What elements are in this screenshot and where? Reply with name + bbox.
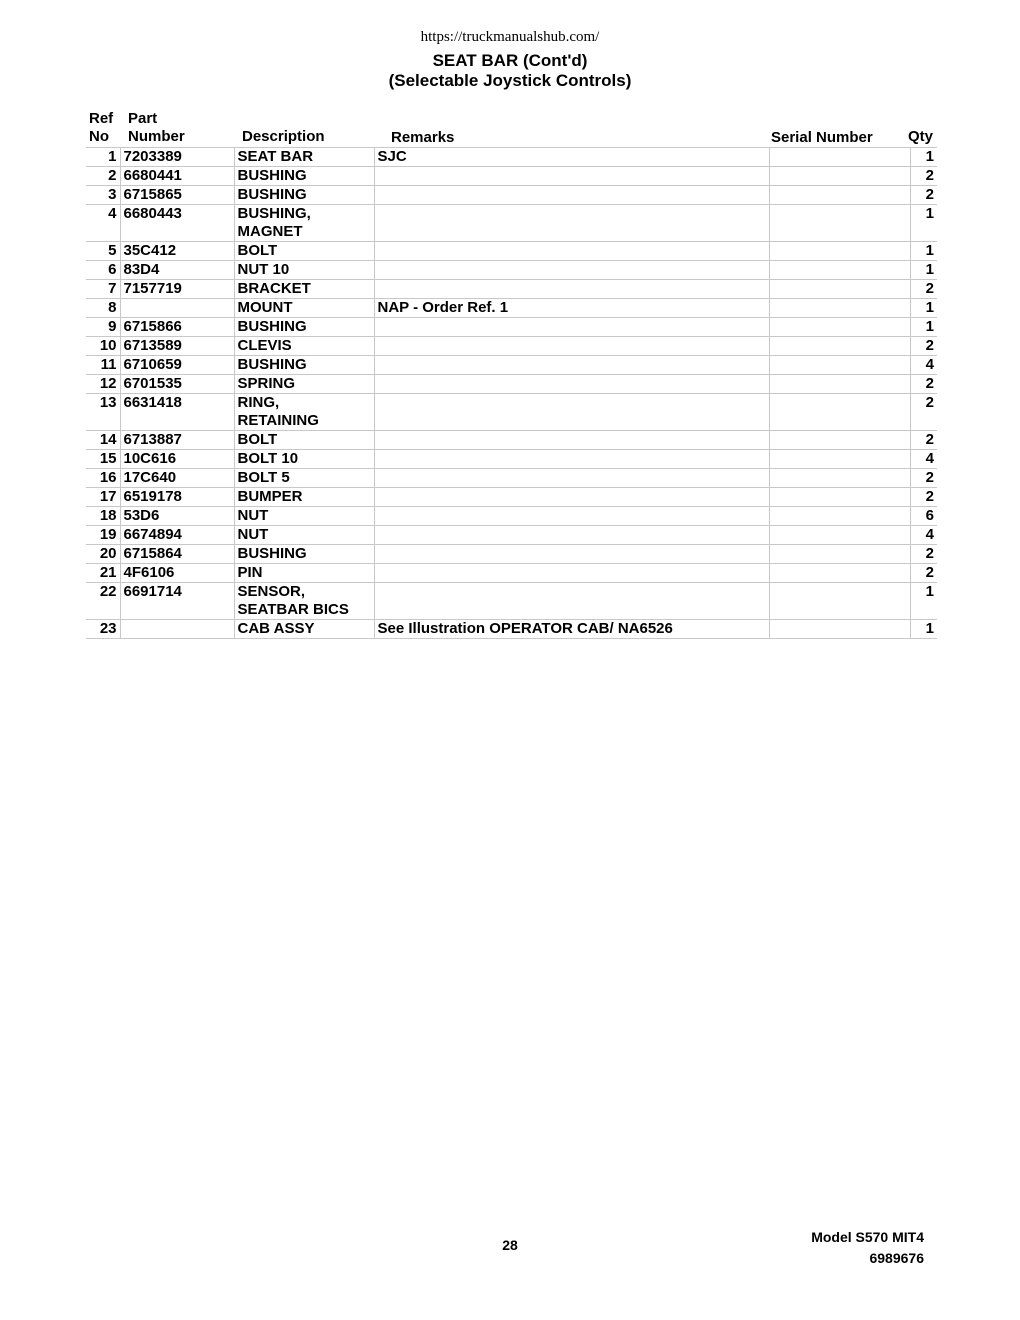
cell-description: BUSHING (234, 318, 374, 337)
cell-serial-number (769, 375, 910, 394)
cell-qty: 4 (910, 356, 937, 375)
cell-serial-number (769, 186, 910, 205)
cell-description: BUSHING (234, 545, 374, 564)
table-row (86, 148, 937, 167)
col-header-ref: Ref No (89, 110, 114, 145)
cell-remarks (374, 545, 769, 564)
cell-serial-number (769, 545, 910, 564)
cell-ref-no: 22 (86, 583, 120, 620)
cell-qty: 4 (910, 450, 937, 469)
table-row (86, 526, 937, 545)
cell-qty: 2 (910, 167, 937, 186)
cell-part-number: 6713887 (120, 431, 234, 450)
cell-part-number: 6519178 (120, 488, 234, 507)
cell-remarks (374, 318, 769, 337)
cell-serial-number (769, 356, 910, 375)
col-header-description: Description (242, 128, 325, 145)
cell-description: RING, RETAINING (234, 394, 374, 431)
title-line-1: SEAT BAR (Cont'd) (432, 51, 588, 70)
cell-qty: 2 (910, 186, 937, 205)
model-info (811, 1227, 924, 1269)
table-row (86, 375, 937, 394)
cell-serial-number (769, 620, 910, 639)
cell-description: PIN (234, 564, 374, 583)
cell-description: BRACKET (234, 280, 374, 299)
table-row (86, 431, 937, 450)
cell-remarks (374, 205, 769, 242)
cell-description: SEAT BAR (234, 148, 374, 167)
table-row (86, 186, 937, 205)
cell-qty: 2 (910, 431, 937, 450)
cell-serial-number (769, 148, 910, 167)
cell-remarks (374, 375, 769, 394)
cell-qty: 1 (910, 205, 937, 242)
cell-ref-no: 1 (86, 148, 120, 167)
cell-serial-number (769, 469, 910, 488)
cell-part-number: 83D4 (120, 261, 234, 280)
cell-remarks (374, 356, 769, 375)
cell-part-number: 35C412 (120, 242, 234, 261)
cell-description: SENSOR, SEATBAR BICS (234, 583, 374, 620)
cell-ref-no: 9 (86, 318, 120, 337)
page-number: 28 (502, 1237, 518, 1253)
cell-part-number: 6715866 (120, 318, 234, 337)
cell-part-number: 6713589 (120, 337, 234, 356)
cell-remarks: NAP - Order Ref. 1 (374, 299, 769, 318)
cell-ref-no: 10 (86, 337, 120, 356)
cell-description: NUT (234, 507, 374, 526)
cell-remarks (374, 280, 769, 299)
table-row (86, 488, 937, 507)
cell-serial-number (769, 242, 910, 261)
cell-remarks (374, 167, 769, 186)
cell-ref-no: 2 (86, 167, 120, 186)
cell-ref-no: 4 (86, 205, 120, 242)
cell-ref-no: 14 (86, 431, 120, 450)
cell-description: BUSHING (234, 356, 374, 375)
table-row (86, 205, 937, 242)
cell-serial-number (769, 318, 910, 337)
cell-serial-number (769, 488, 910, 507)
cell-serial-number (769, 394, 910, 431)
cell-description: NUT 10 (234, 261, 374, 280)
table-row (86, 545, 937, 564)
table-row (86, 583, 937, 620)
cell-part-number: 6701535 (120, 375, 234, 394)
cell-qty: 1 (910, 299, 937, 318)
cell-ref-no: 15 (86, 450, 120, 469)
cell-part-number: 6715864 (120, 545, 234, 564)
cell-ref-no: 12 (86, 375, 120, 394)
cell-ref-no: 7 (86, 280, 120, 299)
cell-qty: 1 (910, 583, 937, 620)
cell-ref-no: 11 (86, 356, 120, 375)
cell-ref-no: 8 (86, 299, 120, 318)
cell-remarks (374, 242, 769, 261)
cell-remarks (374, 431, 769, 450)
cell-part-number: 10C616 (120, 450, 234, 469)
cell-ref-no: 16 (86, 469, 120, 488)
cell-remarks (374, 394, 769, 431)
table-row (86, 394, 937, 431)
table-row (86, 261, 937, 280)
cell-serial-number (769, 299, 910, 318)
cell-serial-number (769, 280, 910, 299)
col-header-serial-number: Serial Number (771, 129, 873, 146)
cell-remarks (374, 507, 769, 526)
cell-ref-no: 20 (86, 545, 120, 564)
model-name: Model S570 MIT4 (811, 1229, 924, 1245)
cell-part-number (120, 299, 234, 318)
cell-description: BOLT 10 (234, 450, 374, 469)
cell-remarks (374, 488, 769, 507)
cell-qty: 6 (910, 507, 937, 526)
cell-part-number: 6680443 (120, 205, 234, 242)
cell-qty: 1 (910, 620, 937, 639)
cell-ref-no: 3 (86, 186, 120, 205)
cell-remarks (374, 564, 769, 583)
cell-qty: 2 (910, 564, 937, 583)
cell-qty: 1 (910, 261, 937, 280)
cell-remarks (374, 450, 769, 469)
cell-part-number: 53D6 (120, 507, 234, 526)
cell-remarks (374, 583, 769, 620)
cell-serial-number (769, 261, 910, 280)
table-row (86, 450, 937, 469)
table-row (86, 469, 937, 488)
cell-part-number: 6691714 (120, 583, 234, 620)
cell-part-number: 6715865 (120, 186, 234, 205)
cell-remarks (374, 261, 769, 280)
cell-description: BOLT (234, 431, 374, 450)
col-header-part-number: Part Number (128, 110, 185, 145)
table-row (86, 242, 937, 261)
cell-serial-number (769, 167, 910, 186)
cell-part-number: 4F6106 (120, 564, 234, 583)
cell-serial-number (769, 431, 910, 450)
cell-serial-number (769, 564, 910, 583)
cell-part-number: 6710659 (120, 356, 234, 375)
cell-qty: 1 (910, 318, 937, 337)
cell-remarks (374, 337, 769, 356)
cell-ref-no: 19 (86, 526, 120, 545)
cell-part-number: 6680441 (120, 167, 234, 186)
col-header-remarks: Remarks (391, 129, 455, 146)
table-row (86, 507, 937, 526)
cell-qty: 2 (910, 545, 937, 564)
cell-qty: 2 (910, 488, 937, 507)
table-row (86, 564, 937, 583)
cell-description: BUMPER (234, 488, 374, 507)
cell-serial-number (769, 205, 910, 242)
cell-qty: 1 (910, 148, 937, 167)
cell-description: CLEVIS (234, 337, 374, 356)
cell-serial-number (769, 337, 910, 356)
source-url: https://truckmanualshub.com/ (420, 29, 600, 45)
table-row (86, 620, 937, 639)
title-subtitle: (Selectable Joystick Controls) (388, 71, 632, 90)
doc-number: 6989676 (869, 1250, 924, 1266)
parts-table (86, 147, 937, 639)
cell-description: BOLT (234, 242, 374, 261)
cell-serial-number (769, 450, 910, 469)
cell-qty: 2 (910, 337, 937, 356)
cell-description: MOUNT (234, 299, 374, 318)
cell-qty: 2 (910, 469, 937, 488)
table-row (86, 318, 937, 337)
cell-serial-number (769, 507, 910, 526)
cell-part-number: 17C640 (120, 469, 234, 488)
cell-remarks: See Illustration OPERATOR CAB/ NA6526 (374, 620, 769, 639)
table-row (86, 337, 937, 356)
cell-part-number: 7203389 (120, 148, 234, 167)
cell-ref-no: 21 (86, 564, 120, 583)
cell-part-number: 7157719 (120, 280, 234, 299)
cell-qty: 4 (910, 526, 937, 545)
cell-qty: 2 (910, 375, 937, 394)
cell-ref-no: 17 (86, 488, 120, 507)
cell-qty: 2 (910, 280, 937, 299)
cell-description: NUT (234, 526, 374, 545)
cell-description: BUSHING, MAGNET (234, 205, 374, 242)
col-header-qty: Qty (908, 128, 934, 145)
cell-description: BUSHING (234, 167, 374, 186)
cell-ref-no: 5 (86, 242, 120, 261)
cell-remarks (374, 186, 769, 205)
cell-remarks: SJC (374, 148, 769, 167)
parts-table-body (86, 148, 937, 639)
cell-remarks (374, 526, 769, 545)
cell-description: CAB ASSY (234, 620, 374, 639)
cell-ref-no: 13 (86, 394, 120, 431)
cell-qty: 1 (910, 242, 937, 261)
cell-description: BUSHING (234, 186, 374, 205)
cell-serial-number (769, 526, 910, 545)
table-row (86, 280, 937, 299)
cell-remarks (374, 469, 769, 488)
table-row (86, 167, 937, 186)
cell-qty: 2 (910, 394, 937, 431)
cell-part-number: 6631418 (120, 394, 234, 431)
cell-part-number (120, 620, 234, 639)
page-title (0, 51, 1020, 91)
cell-description: BOLT 5 (234, 469, 374, 488)
cell-ref-no: 23 (86, 620, 120, 639)
cell-description: SPRING (234, 375, 374, 394)
cell-ref-no: 18 (86, 507, 120, 526)
cell-part-number: 6674894 (120, 526, 234, 545)
cell-serial-number (769, 583, 910, 620)
table-row (86, 299, 937, 318)
table-row (86, 356, 937, 375)
cell-ref-no: 6 (86, 261, 120, 280)
